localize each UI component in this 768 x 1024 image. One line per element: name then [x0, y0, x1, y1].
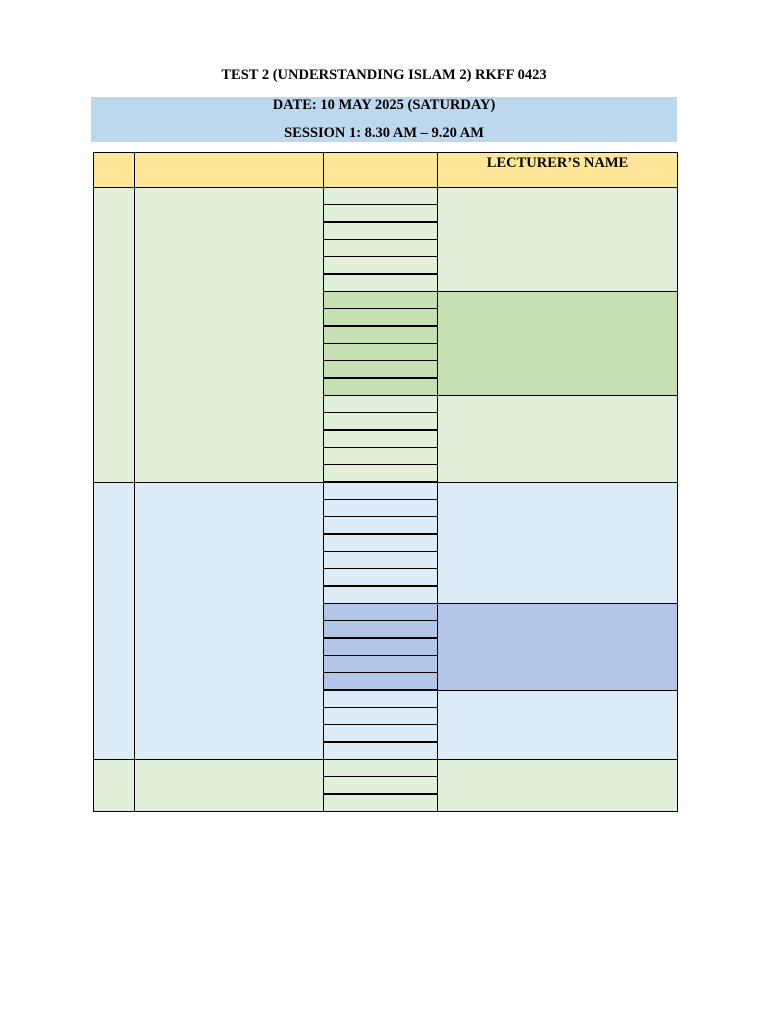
table-row-cell-g2-b1-r1 — [323, 482, 438, 500]
group-number-cell-3 — [93, 759, 135, 812]
table-row-cell-g3-b1-r2 — [323, 776, 438, 794]
lecturer-cell-g2-b2 — [437, 603, 678, 691]
table-row-cell-g2-b3-r2 — [323, 707, 438, 725]
lecturer-cell-g1-b1 — [437, 187, 678, 292]
table-row-cell-g2-b3-r4 — [323, 742, 438, 760]
group-number-cell-2 — [93, 482, 135, 760]
group-name-cell-2 — [134, 482, 324, 760]
table-row-cell-g1-b1-r3 — [323, 222, 438, 240]
group-name-cell-3 — [134, 759, 324, 812]
table-row-cell-g1-b1-r5 — [323, 256, 438, 274]
group-number-cell-1 — [93, 187, 135, 483]
table-row-cell-g2-b1-r2 — [323, 499, 438, 517]
table-row-cell-g1-b2-r5 — [323, 360, 438, 378]
table-row-cell-g1-b2-r1 — [323, 291, 438, 309]
table-row-cell-g2-b3-r3 — [323, 724, 438, 742]
table-row-cell-g2-b1-r7 — [323, 586, 438, 604]
header-cell-3 — [323, 152, 438, 188]
table-row-cell-g2-b1-r6 — [323, 568, 438, 586]
table-row-cell-g1-b1-r6 — [323, 274, 438, 292]
table-row-cell-g1-b3-r3 — [323, 430, 438, 448]
table-row-cell-g2-b3-r1 — [323, 690, 438, 708]
lecturer-cell-g2-b3 — [437, 690, 678, 760]
date-line: DATE: 10 MAY 2025 (SATURDAY) — [272, 97, 496, 113]
table-row-cell-g1-b2-r2 — [323, 308, 438, 326]
document-title: TEST 2 (UNDERSTANDING ISLAM 2) RKFF 0423 — [221, 67, 547, 83]
table-row-cell-g1-b2-r3 — [323, 326, 438, 344]
table-row-cell-g2-b1-r5 — [323, 551, 438, 569]
table-row-cell-g1-b3-r5 — [323, 464, 438, 482]
table-row-cell-g1-b1-r2 — [323, 204, 438, 222]
table-row-cell-g2-b2-r3 — [323, 638, 438, 656]
header-lecturers-name: LECTURER’S NAME — [437, 152, 678, 188]
header-cell-1 — [93, 152, 135, 188]
table-row-cell-g1-b2-r6 — [323, 378, 438, 396]
table-row-cell-g3-b1-r3 — [323, 794, 438, 812]
group-name-cell-1 — [134, 187, 324, 483]
table-row-cell-g1-b3-r2 — [323, 412, 438, 430]
table-row-cell-g1-b3-r1 — [323, 395, 438, 413]
session-line: SESSION 1: 8.30 AM – 9.20 AM — [284, 125, 484, 141]
lecturer-cell-g1-b2 — [437, 291, 678, 396]
lecturer-cell-g1-b3 — [437, 395, 678, 483]
table-row-cell-g2-b1-r3 — [323, 516, 438, 534]
schedule-banner — [91, 97, 677, 142]
header-cell-2 — [134, 152, 324, 188]
lecturer-cell-g2-b1 — [437, 482, 678, 604]
table-row-cell-g2-b2-r2 — [323, 620, 438, 638]
table-row-cell-g1-b1-r4 — [323, 239, 438, 257]
table-row-cell-g2-b2-r1 — [323, 603, 438, 621]
lecturer-cell-g3-b1 — [437, 759, 678, 812]
table-row-cell-g2-b1-r4 — [323, 534, 438, 552]
table-row-cell-g1-b2-r4 — [323, 343, 438, 361]
table-row-cell-g2-b2-r5 — [323, 672, 438, 690]
table-row-cell-g1-b3-r4 — [323, 447, 438, 465]
table-row-cell-g3-b1-r1 — [323, 759, 438, 777]
table-row-cell-g1-b1-r1 — [323, 187, 438, 205]
table-row-cell-g2-b2-r4 — [323, 655, 438, 673]
